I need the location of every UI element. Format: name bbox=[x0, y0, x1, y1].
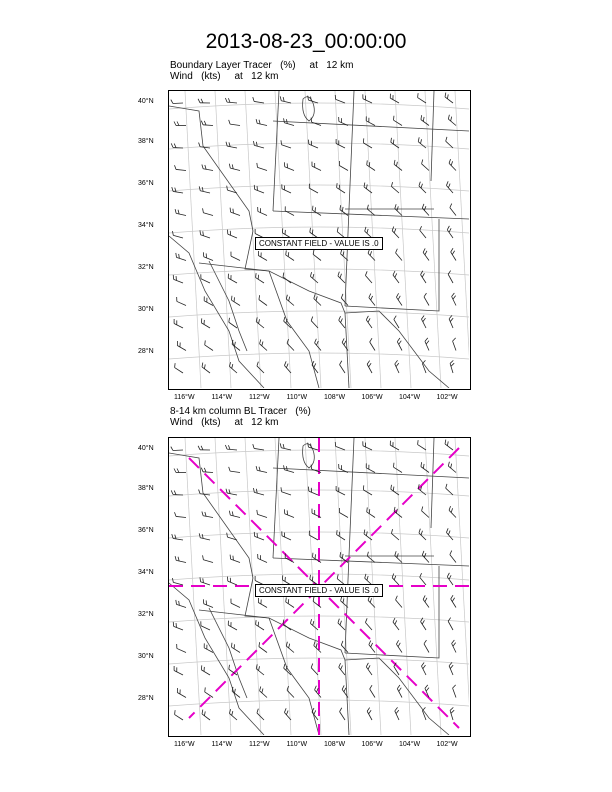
wind-barb bbox=[366, 361, 375, 373]
wind-barb bbox=[228, 164, 241, 171]
boundary-line bbox=[199, 263, 449, 388]
wind-barb bbox=[286, 686, 297, 697]
wind-barb bbox=[173, 710, 185, 720]
wind-barb bbox=[198, 186, 211, 193]
boundary-line bbox=[269, 271, 319, 388]
wind-barb bbox=[199, 230, 212, 238]
wind-barb bbox=[423, 640, 432, 652]
wind-barb bbox=[258, 686, 270, 697]
wind-barb bbox=[228, 120, 240, 126]
wind-barb bbox=[174, 122, 186, 126]
wind-barbs bbox=[171, 440, 460, 720]
wind-barb bbox=[421, 662, 430, 675]
wind-barb bbox=[394, 707, 403, 720]
wind-barb bbox=[393, 204, 404, 215]
wind-barb bbox=[445, 528, 456, 540]
wind-barb bbox=[395, 640, 405, 652]
wind-barb bbox=[337, 316, 348, 328]
wind-barb bbox=[199, 577, 212, 585]
meridian-line bbox=[185, 91, 201, 388]
longitude-tick-label: 114°W bbox=[211, 394, 233, 401]
wind-barb bbox=[338, 361, 348, 373]
wind-barb bbox=[337, 663, 348, 675]
wind-barb bbox=[256, 709, 267, 720]
wind-barb bbox=[396, 338, 405, 350]
wind-barb bbox=[310, 465, 323, 473]
wind-barb bbox=[174, 556, 187, 562]
wind-barb bbox=[367, 596, 378, 607]
longitude-tick-label: 104°W bbox=[399, 741, 421, 748]
longitude-tick-label: 108°W bbox=[324, 741, 346, 748]
wind-barb bbox=[286, 339, 297, 350]
wind-barb bbox=[395, 293, 405, 305]
wind-barb bbox=[201, 121, 213, 126]
latitude-tick-label: 32°N bbox=[138, 611, 154, 618]
boundary-line bbox=[169, 453, 253, 578]
wind-barb bbox=[257, 598, 269, 607]
wind-barb bbox=[202, 252, 215, 260]
longitude-tick-label: 106°W bbox=[361, 394, 383, 401]
wind-barb bbox=[310, 118, 323, 126]
wind-barb bbox=[283, 509, 296, 517]
wind-barb bbox=[369, 338, 379, 350]
wind-barb bbox=[419, 618, 429, 630]
wind-barb bbox=[418, 573, 429, 585]
wind-barb bbox=[230, 643, 242, 653]
wind-barb bbox=[419, 115, 431, 125]
boundary-line bbox=[269, 618, 319, 735]
latitude-tick-label: 38°N bbox=[138, 485, 154, 492]
wind-barb bbox=[339, 249, 351, 260]
wind-barb bbox=[227, 621, 239, 630]
latitude-tick-label: 30°N bbox=[138, 306, 154, 313]
wind-barb bbox=[310, 509, 323, 518]
wind-barb bbox=[307, 487, 320, 495]
boundary-line bbox=[431, 91, 434, 181]
wind-barb bbox=[201, 164, 214, 170]
wind-barb bbox=[444, 484, 456, 495]
latitude-tick-label: 28°N bbox=[138, 348, 154, 355]
top-panel-wind-label: Wind (kts) at 12 km bbox=[170, 71, 279, 82]
wind-barb bbox=[449, 551, 460, 563]
wind-barb bbox=[254, 620, 266, 630]
boundary-line bbox=[345, 660, 349, 735]
longitude-tick-label: 116°W bbox=[174, 394, 195, 401]
bottom-map-frame bbox=[168, 437, 471, 737]
wind-barb bbox=[231, 687, 243, 698]
wind-barb bbox=[172, 275, 185, 283]
wind-barb bbox=[257, 295, 269, 305]
wind-barb bbox=[280, 140, 293, 148]
boundary-line bbox=[345, 313, 349, 388]
wind-barb bbox=[230, 296, 242, 306]
wind-barb bbox=[416, 440, 428, 450]
wind-barb bbox=[283, 361, 294, 373]
wind-barb bbox=[451, 293, 460, 306]
boundary-line bbox=[345, 91, 354, 306]
wind-barb bbox=[283, 708, 294, 720]
wind-barb bbox=[389, 94, 401, 103]
wind-barb bbox=[284, 597, 296, 607]
top-map-frame bbox=[168, 90, 471, 390]
wind-barb bbox=[392, 116, 404, 126]
wind-barb bbox=[229, 599, 242, 608]
wind-barb bbox=[171, 446, 183, 451]
wind-barb bbox=[171, 143, 183, 148]
wind-barb bbox=[203, 687, 215, 697]
wind-barb bbox=[171, 99, 183, 104]
wind-barb bbox=[172, 622, 185, 630]
top-panel-field-label: Boundary Layer Tracer (%) at 12 km bbox=[170, 60, 354, 71]
wind-barb bbox=[364, 463, 376, 472]
wind-barb bbox=[256, 207, 269, 216]
wind-barb bbox=[175, 644, 188, 653]
longitude-tick-label: 114°W bbox=[211, 741, 233, 748]
wind-barb bbox=[255, 466, 268, 472]
wind-barb bbox=[421, 315, 430, 328]
wind-barb bbox=[448, 159, 459, 170]
wind-barb bbox=[449, 204, 460, 216]
wind-barb bbox=[227, 274, 239, 283]
wind-barb bbox=[393, 551, 404, 562]
page-title: 2013-08-23_00:00:00 bbox=[205, 30, 407, 53]
wind-barb bbox=[361, 441, 374, 450]
boundary-line bbox=[345, 566, 439, 658]
wind-barb bbox=[420, 159, 432, 170]
wind-barb bbox=[335, 183, 347, 193]
wind-barb bbox=[229, 555, 242, 563]
longitude-tick-label: 102°W bbox=[436, 394, 458, 401]
wind-barb bbox=[389, 138, 401, 148]
latitude-tick-label: 36°N bbox=[138, 527, 154, 534]
wind-barb bbox=[418, 226, 429, 238]
wind-barb bbox=[279, 443, 292, 450]
wind-barb bbox=[201, 468, 213, 473]
wind-barb bbox=[231, 340, 243, 351]
wind-barb bbox=[310, 162, 323, 171]
wind-barb bbox=[392, 463, 404, 473]
bottom-panel-field-label: 8-14 km column BL Tracer (%) bbox=[170, 406, 311, 417]
wind-barb bbox=[201, 208, 214, 215]
wind-barb bbox=[200, 363, 212, 373]
wind-barb bbox=[335, 530, 347, 540]
longitude-tick-label: 112°W bbox=[249, 741, 270, 748]
wind-barb bbox=[448, 506, 459, 517]
wind-barb bbox=[256, 510, 269, 518]
wind-barb bbox=[364, 116, 376, 125]
wind-barb bbox=[447, 618, 456, 630]
wind-barb bbox=[200, 318, 212, 328]
wind-barb bbox=[421, 204, 432, 216]
wind-barb bbox=[443, 93, 455, 103]
wind-barb bbox=[424, 338, 433, 351]
wind-barb bbox=[226, 230, 239, 238]
wind-barb bbox=[364, 618, 375, 630]
wind-barb bbox=[444, 137, 456, 148]
wind-barb bbox=[449, 707, 456, 720]
boundary-line bbox=[431, 438, 434, 528]
wind-barb bbox=[225, 98, 237, 103]
wind-barb bbox=[200, 710, 212, 720]
latitude-tick-label: 38°N bbox=[138, 138, 154, 145]
wind-barb bbox=[423, 293, 432, 305]
wind-barb bbox=[174, 512, 186, 517]
wind-barb bbox=[225, 445, 237, 450]
wind-barb bbox=[175, 297, 188, 306]
wind-barb bbox=[252, 488, 265, 495]
wind-barb bbox=[257, 251, 269, 260]
longitude-tick-label: 106°W bbox=[361, 741, 383, 748]
wind-barb bbox=[173, 363, 185, 373]
longitude-tick-label: 104°W bbox=[399, 394, 421, 401]
latitude-tick-label: 40°N bbox=[138, 98, 154, 105]
wind-barb bbox=[172, 666, 185, 675]
wind-barb bbox=[365, 316, 375, 328]
wind-barb bbox=[280, 487, 293, 495]
bottom-panel-wind-label: Wind (kts) at 12 km bbox=[170, 417, 279, 428]
meridian-line bbox=[215, 91, 231, 388]
wind-barb bbox=[176, 341, 188, 350]
wind-barb bbox=[416, 93, 428, 103]
wind-barb bbox=[369, 685, 379, 697]
wind-barb bbox=[256, 554, 269, 563]
wind-barb bbox=[364, 271, 375, 283]
wind-barb bbox=[256, 163, 269, 171]
latitude-tick-label: 28°N bbox=[138, 695, 154, 702]
parallel-line bbox=[169, 227, 469, 233]
wind-barb bbox=[174, 209, 187, 215]
wind-barb bbox=[312, 597, 324, 608]
wind-barb bbox=[447, 271, 456, 283]
wind-barb bbox=[254, 273, 266, 283]
wind-barb bbox=[361, 94, 374, 103]
wind-barb bbox=[255, 664, 267, 675]
wind-barb bbox=[255, 317, 267, 328]
wind-barb bbox=[422, 595, 432, 607]
wind-barb bbox=[451, 640, 460, 653]
wind-barb bbox=[452, 338, 460, 351]
boundary-line bbox=[273, 468, 469, 478]
wind-barb bbox=[200, 665, 212, 675]
latitude-tick-label: 34°N bbox=[138, 222, 154, 229]
wind-barb bbox=[255, 119, 268, 125]
longitude-tick-label: 116°W bbox=[174, 741, 195, 748]
wind-barb bbox=[176, 688, 188, 697]
wind-barb bbox=[284, 250, 296, 260]
wind-barb bbox=[229, 252, 242, 261]
boundary-line bbox=[345, 219, 439, 311]
wind-barb bbox=[229, 208, 242, 216]
wind-barb bbox=[389, 441, 401, 450]
wind-barb bbox=[443, 440, 455, 450]
wind-barb bbox=[198, 446, 210, 450]
meridian-line bbox=[455, 91, 469, 388]
longitude-tick-label: 110°W bbox=[286, 741, 308, 748]
wind-barb bbox=[174, 469, 186, 473]
wind-barb bbox=[279, 96, 292, 103]
wind-barb bbox=[392, 618, 402, 630]
wind-barb bbox=[203, 340, 215, 350]
latitude-tick-label: 32°N bbox=[138, 264, 154, 271]
boundary-line bbox=[273, 121, 469, 131]
wind-barb bbox=[365, 663, 375, 675]
wind-barb bbox=[421, 551, 432, 563]
latitude-tick-label: 40°N bbox=[138, 445, 154, 452]
wind-barb bbox=[312, 250, 324, 261]
top-constant-field-label: CONSTANT FIELD - VALUE IS .0 bbox=[255, 237, 383, 250]
wind-barb bbox=[201, 555, 214, 562]
wind-barb bbox=[228, 511, 241, 518]
wind-barb bbox=[311, 553, 323, 563]
wind-barb bbox=[450, 248, 460, 260]
wind-barb bbox=[450, 595, 460, 607]
latitude-tick-label: 34°N bbox=[138, 569, 154, 576]
wind-barb bbox=[448, 662, 456, 675]
wind-barb bbox=[362, 183, 374, 193]
wind-barb bbox=[310, 316, 321, 328]
boundary-line bbox=[169, 106, 253, 231]
parallel-line bbox=[169, 103, 469, 109]
wind-barb bbox=[201, 511, 214, 517]
wind-barb bbox=[389, 485, 401, 495]
bottom-constant-field-label: CONSTANT FIELD - VALUE IS .0 bbox=[255, 584, 383, 597]
wind-barb bbox=[365, 507, 377, 517]
longitude-tick-label: 102°W bbox=[436, 741, 458, 748]
wind-barb bbox=[392, 271, 402, 283]
wind-barb bbox=[338, 708, 348, 720]
longitude-tick-label: 108°W bbox=[324, 394, 346, 401]
wind-barb bbox=[367, 249, 378, 260]
wind-barb bbox=[283, 162, 296, 170]
wind-barb bbox=[198, 490, 210, 495]
wind-barb bbox=[419, 271, 429, 283]
wind-barbs bbox=[171, 93, 460, 373]
wind-barb bbox=[252, 97, 264, 103]
wind-barb bbox=[226, 577, 239, 585]
wind-barb bbox=[307, 140, 320, 148]
wind-barb bbox=[172, 319, 185, 328]
wind-barb bbox=[198, 533, 211, 540]
wind-barb bbox=[445, 181, 456, 193]
wind-barb bbox=[449, 360, 456, 373]
wind-barb bbox=[252, 444, 264, 450]
latitude-tick-label: 30°N bbox=[138, 653, 154, 660]
wind-barb bbox=[394, 360, 403, 373]
latitude-tick-label: 36°N bbox=[138, 180, 154, 187]
wind-barb bbox=[174, 165, 186, 170]
wind-barb bbox=[198, 143, 210, 148]
wind-barb bbox=[311, 206, 323, 216]
wind-barb bbox=[202, 599, 215, 607]
boundary-line bbox=[199, 610, 449, 735]
wind-barb bbox=[419, 462, 431, 472]
wind-barb bbox=[396, 685, 405, 697]
wind-barb bbox=[252, 141, 265, 148]
wind-barb bbox=[339, 596, 351, 607]
wind-barb bbox=[283, 206, 295, 215]
wind-barb bbox=[175, 600, 188, 608]
wind-barb bbox=[448, 315, 456, 328]
wind-barb bbox=[422, 248, 432, 260]
wind-barb bbox=[171, 490, 183, 495]
wind-barb bbox=[198, 99, 210, 103]
wind-barb bbox=[258, 339, 270, 350]
wind-barb bbox=[452, 685, 460, 698]
longitude-tick-label: 110°W bbox=[286, 394, 308, 401]
parallel-line bbox=[169, 185, 469, 191]
longitude-tick-label: 112°W bbox=[249, 394, 270, 401]
wind-barb bbox=[365, 160, 377, 170]
wind-barb bbox=[175, 253, 188, 261]
wind-barb bbox=[420, 506, 432, 517]
wind-barb bbox=[256, 362, 267, 373]
wind-barb bbox=[228, 467, 240, 473]
wind-barb bbox=[366, 708, 375, 720]
